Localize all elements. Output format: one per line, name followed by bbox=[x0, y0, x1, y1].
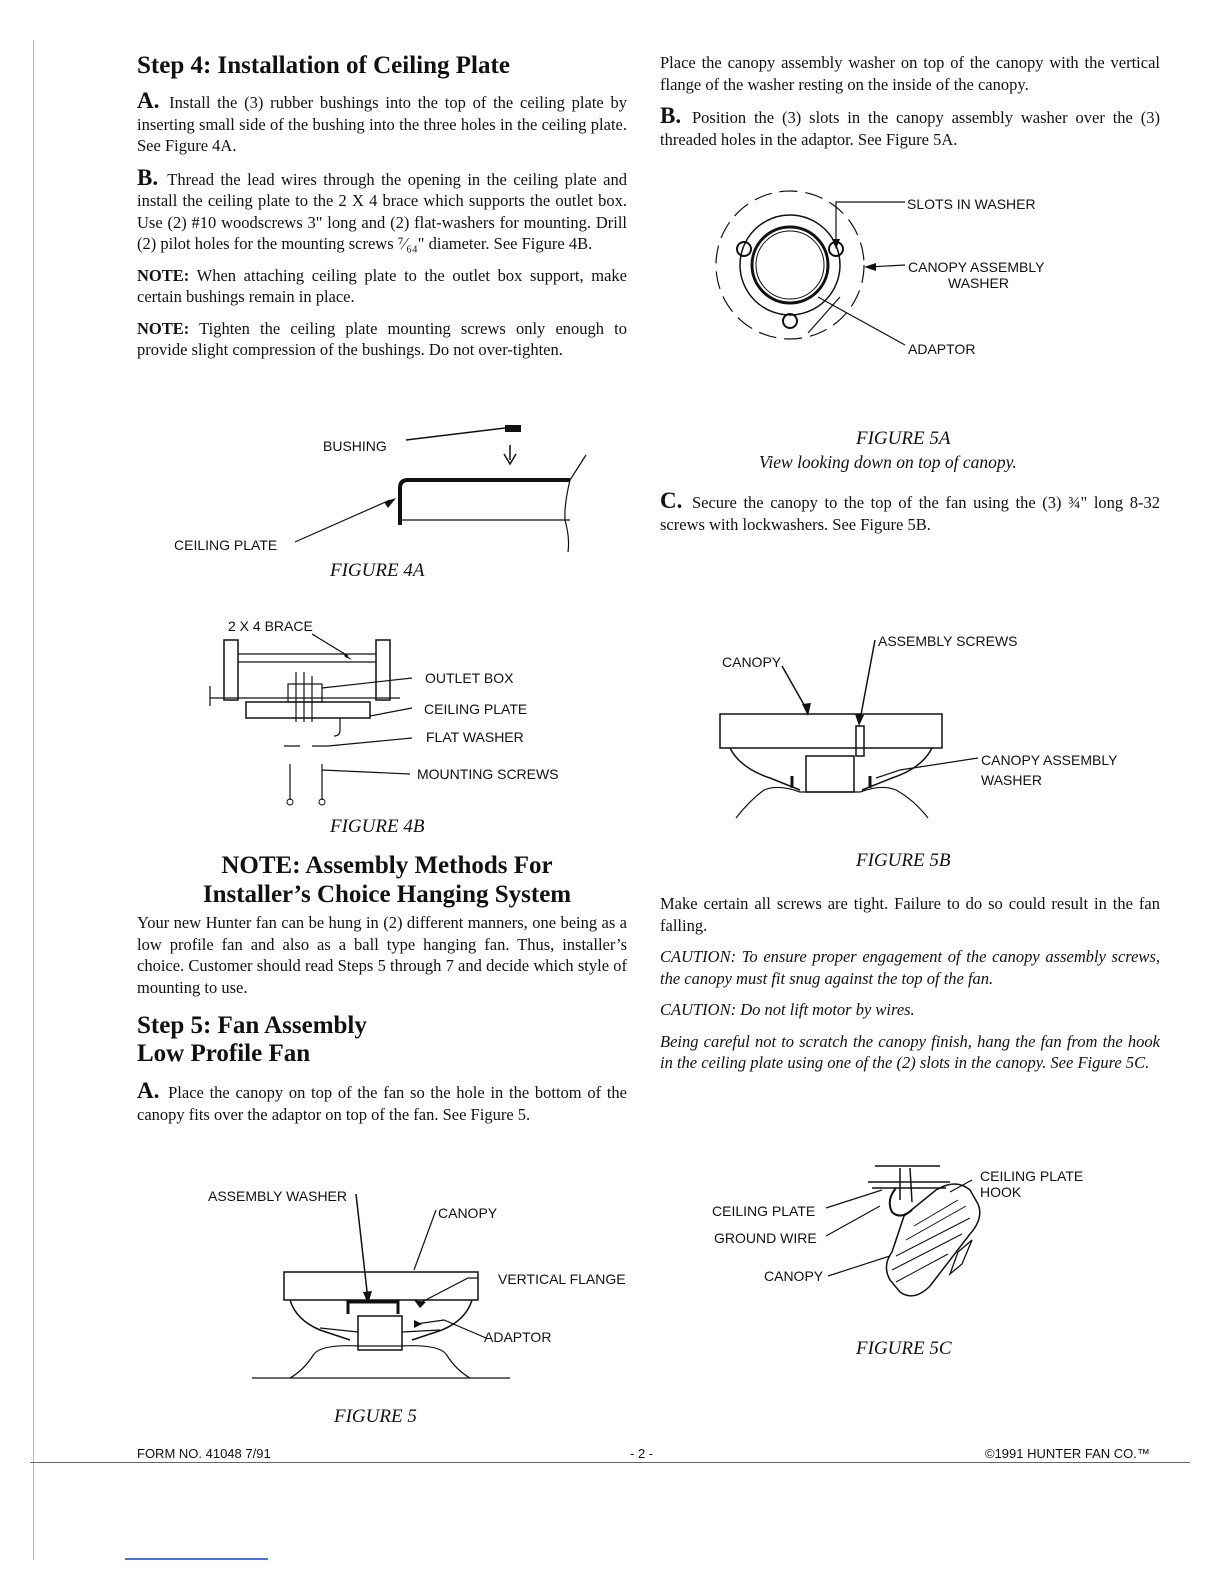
figure-5-drawing bbox=[200, 1180, 640, 1435]
step4-b-text: Thread the lead wires through the opening in the ceiling plate and install the ceiling plate to the 2 X 4 brace which supports the outlet box. Use (2) #10 woodscrews 3" long and (2) flat-washers for mounting. Drill (2) pilot holes for the mounting screws ⁷⁄₆₄" diameter. See Figure 4B. bbox=[137, 169, 628, 253]
figure-4b bbox=[200, 612, 620, 842]
step4-b bbox=[137, 164, 628, 255]
figure-4b-drawing bbox=[200, 612, 620, 842]
caution2-text: CAUTION: Do not lift motor by wires. bbox=[660, 1000, 915, 1019]
copyright: ©1991 HUNTER FAN CO.™ bbox=[985, 1446, 1150, 1461]
adaptor-label-5a: ADAPTOR bbox=[908, 341, 976, 357]
mounting-screws-label: MOUNTING SCREWS bbox=[417, 766, 559, 782]
step5-title-1: Step 5: Fan Assembly bbox=[137, 1012, 367, 1039]
figure-5-caption: FIGURE 5 bbox=[334, 1406, 417, 1427]
bushing-label: BUSHING bbox=[323, 438, 387, 454]
step5-section bbox=[137, 1012, 627, 1135]
assembly-washer-label: ASSEMBLY WASHER bbox=[208, 1188, 348, 1204]
page-number: - 2 - bbox=[630, 1446, 654, 1461]
figure-4a bbox=[160, 420, 620, 590]
left-column bbox=[137, 52, 627, 371]
washer-label-5a-2: WASHER bbox=[948, 275, 1009, 291]
scan-margin-line bbox=[33, 40, 34, 1560]
step4-note1 bbox=[137, 265, 627, 308]
figure-5a-caption: FIGURE 5A bbox=[856, 428, 951, 449]
right-b-lead: B. bbox=[660, 103, 682, 128]
right-intro: Place the canopy assembly washer on top of the canopy with the vertical flange of the washer resting on the inside of the canopy. bbox=[660, 53, 1160, 94]
hook-label-2: HOOK bbox=[980, 1184, 1022, 1200]
brace-label: 2 X 4 BRACE bbox=[228, 618, 313, 634]
assembly-note-body bbox=[137, 912, 627, 1008]
step4-title: Step 4: Installation of Ceiling Plate bbox=[137, 52, 510, 79]
washer-label-5b-1: CANOPY ASSEMBLY bbox=[981, 752, 1118, 768]
figure-5 bbox=[200, 1180, 640, 1435]
step5-a-lead: A. bbox=[137, 1078, 160, 1103]
slots-label: SLOTS IN WASHER bbox=[907, 196, 1036, 212]
step5-title-2: Low Profile Fan bbox=[137, 1040, 311, 1067]
step4-b-lead: B. bbox=[137, 164, 159, 190]
figure-4a-caption: FIGURE 4A bbox=[330, 560, 425, 581]
ceiling-plate-label-4a: CEILING PLATE bbox=[174, 537, 278, 553]
washer-label-5a-1: CANOPY ASSEMBLY bbox=[908, 259, 1045, 275]
right-c-text: Secure the canopy to the top of the fan using the (3) ¾" long 8-32 screws with lockwashers. See Figure 5B. bbox=[660, 493, 1160, 534]
outlet-box-label: OUTLET BOX bbox=[425, 670, 514, 686]
step4-a-text: Install the (3) rubber bushings into the top of the ceiling plate by inserting small side of the bushing into the three holes in the ceiling plate. See Figure 4A. bbox=[137, 93, 628, 155]
ground-wire-label: GROUND WIRE bbox=[714, 1230, 817, 1246]
right-column-top bbox=[660, 52, 1160, 160]
right-b bbox=[660, 105, 1160, 150]
right-column-lower bbox=[660, 893, 1160, 1084]
assembly-note-title-1: NOTE: Assembly Methods For bbox=[221, 852, 553, 879]
form-number: FORM NO. 41048 7/91 bbox=[137, 1446, 271, 1461]
flat-washer-label: FLAT WASHER bbox=[426, 729, 524, 745]
hook-label-1: CEILING PLATE bbox=[980, 1168, 1084, 1184]
right-c-lead: C. bbox=[660, 488, 683, 513]
ceiling-plate-label-5c: CEILING PLATE bbox=[712, 1203, 816, 1219]
note1-label: NOTE: bbox=[137, 265, 190, 285]
washer-label-5b-2: WASHER bbox=[981, 772, 1042, 788]
figure-5a bbox=[700, 185, 1120, 485]
step5-a-text: Place the canopy on top of the fan so the hole in the bottom of the canopy fits over the adaptor on top of the fan. See Figure 5. bbox=[137, 1083, 627, 1124]
step5-title bbox=[137, 1012, 627, 1068]
figure-4b-caption: FIGURE 4B bbox=[330, 816, 425, 837]
careful-text: Being careful not to scratch the canopy finish, hang the fan from the hook in the ceiling plate using one of the (2) slots in the canopy. See Figure 5C. bbox=[660, 1031, 1160, 1072]
note1-text: When attaching ceiling plate to the outlet box support, make certain bushings remain in place. bbox=[137, 265, 627, 306]
note2-text: Tighten the ceiling plate mounting screws only enough to provide slight compression of the bushings. Do not over-tighten. bbox=[137, 318, 627, 359]
figure-5c-caption: FIGURE 5C bbox=[856, 1338, 952, 1359]
step4-a bbox=[137, 90, 627, 157]
figure-5b-caption: FIGURE 5B bbox=[856, 850, 951, 871]
step5-a bbox=[137, 1080, 627, 1125]
canopy-label-5: CANOPY bbox=[438, 1205, 498, 1221]
figure-5c bbox=[700, 1160, 1130, 1370]
footer-rule bbox=[30, 1462, 1190, 1463]
canopy-label-5c: CANOPY bbox=[764, 1268, 824, 1284]
adaptor-label-5: ADAPTOR bbox=[484, 1329, 552, 1345]
assembly-note-text: Your new Hunter fan can be hung in (2) different manners, one being as a low profile fan and also as a ball type hanging fan. Thus, installer’s choice. Customer should read Steps 5 through 7 and decide which style of mounting to use. bbox=[137, 913, 627, 997]
assembly-note-heading bbox=[137, 851, 637, 909]
step4-note2 bbox=[137, 318, 627, 361]
figure-5a-subcaption: View looking down on top of canopy. bbox=[759, 452, 1017, 472]
tight-text: Make certain all screws are tight. Failure to do so could result in the fan falling. bbox=[660, 894, 1160, 935]
right-c bbox=[660, 490, 1160, 535]
caution1-text: CAUTION: To ensure proper engagement of the canopy assembly screws, the canopy must fit snug against the top of the fan. bbox=[660, 947, 1160, 988]
figure-5b bbox=[700, 628, 1150, 878]
note2-label: NOTE: bbox=[137, 318, 190, 338]
ceiling-plate-label-4b: CEILING PLATE bbox=[424, 701, 528, 717]
vertical-flange-label: VERTICAL FLANGE bbox=[498, 1271, 626, 1287]
assembly-note-title-2: Installer’s Choice Hanging System bbox=[202, 881, 572, 908]
scan-edge-mark bbox=[125, 1558, 268, 1560]
right-c-section bbox=[660, 490, 1160, 545]
right-b-text: Position the (3) slots in the canopy assembly washer over the (3) threaded holes in the adaptor. See Figure 5A. bbox=[660, 108, 1161, 149]
canopy-label-5b: CANOPY bbox=[722, 654, 782, 670]
step4-a-lead: A. bbox=[137, 88, 160, 113]
screws-label-5b: ASSEMBLY SCREWS bbox=[878, 633, 1018, 649]
